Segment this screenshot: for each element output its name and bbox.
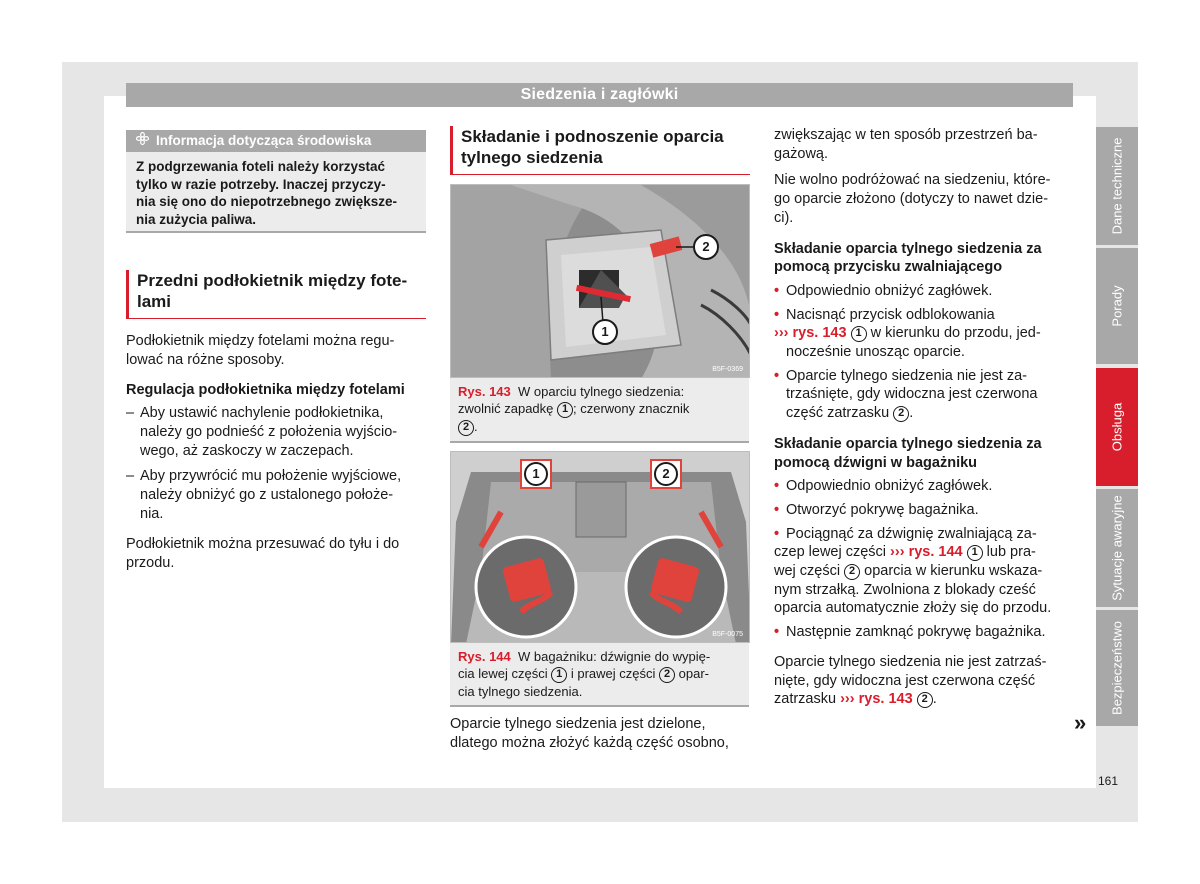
page-frame-left	[62, 62, 104, 822]
text-line: nia zużycia paliwa.	[136, 211, 257, 227]
ref-circle: 2	[659, 667, 675, 683]
ref-circle: 2	[458, 420, 474, 436]
figure-143-image	[450, 184, 750, 378]
list-item: • Otworzyć pokrywę bagażnika.	[774, 501, 979, 518]
marker-1-label: 1	[601, 324, 609, 339]
armrest-title: Przedni podłokietnik między fote- lami	[126, 270, 426, 319]
list-item: • Oparcie tylnego siedzenia nie jest za- trzaśnięte, gdy widoczna jest czerwona część zatrzasku 2 .	[774, 367, 1038, 422]
tab-bezpieczenstwo[interactable]: Bezpieczeństwo	[1096, 610, 1138, 726]
page-number: 161	[1098, 774, 1119, 788]
figure-code: B5F-0369	[712, 366, 743, 373]
ref-circle: 2	[893, 406, 909, 422]
folding-title: Składanie i podnoszenie oparcia tylnego siedzenia	[450, 126, 750, 175]
ref-circle: 1	[557, 402, 573, 418]
armrest-subheading: Regulacja podłokietnika między fotelami	[126, 382, 405, 399]
page-frame-bottom	[62, 788, 1138, 822]
list-item: • Pociągnąć za dźwignię zwalniającą za- czep lewej części ››› rys. 144 1 lub pra- wej części 2 oparcia w kierunku wskaza- nym strzałką. Zwolniona z blokady cześć oparcia automatycznie złoży się do przodu.	[774, 525, 1052, 617]
list-item: • Nacisnąć przycisk odblokowania ››› rys. 143 1 w kierunku do przodu, jed- nocześnie unosząc oparcie.	[774, 306, 1041, 361]
text-line: Z podgrzewania foteli należy korzystać	[136, 159, 386, 174]
tab-porady[interactable]: Porady	[1096, 248, 1138, 364]
armrest-intro: Podłokietnik między fotelami można regu- lować na różne sposoby.	[126, 333, 395, 368]
ref-circle: 1	[851, 326, 867, 342]
figure-link[interactable]: rys. 143	[858, 691, 913, 708]
figure-144-image	[450, 451, 750, 643]
folding-body: Oparcie tylnego siedzenia jest dzielone, dlatego można złożyć każdą część osobno,	[450, 716, 729, 751]
figure-code: B5F-0075	[712, 631, 743, 638]
environment-info-box	[126, 130, 426, 233]
ref-circle: 2	[917, 692, 933, 708]
marker-2-label: 2	[702, 239, 710, 254]
trunk-levers-illustration	[451, 452, 750, 643]
tab-dane-techniczne[interactable]: Dane techniczne	[1096, 127, 1138, 245]
seat-backrest-illustration	[451, 185, 750, 378]
tab-sytuacje-awaryjne[interactable]: Sytuacje awaryjne	[1096, 489, 1138, 607]
warning-text: Nie wolno podróżować na siedzeniu, które- go oparcie złożono (dotyczy to nawet dzie- ci).	[774, 172, 1051, 226]
marker-2-label: 2	[662, 466, 670, 481]
ref-circle: 2	[844, 564, 860, 580]
list-item: • Odpowiednio obniżyć zagłówek.	[774, 282, 993, 299]
section-header: Siedzenia i zagłówki	[126, 83, 1073, 107]
figure-143-caption: Rys. 143 W oparciu tylnego siedzenia: zwolnić zapadkę 1 ; czerwony znacznik 2 .	[450, 378, 749, 443]
environment-info-header	[126, 130, 426, 152]
folding-title-wrap	[450, 126, 750, 175]
environment-info-title: Informacja dotycząca środowiska	[156, 133, 372, 148]
list-item: • Następnie zamknąć pokrywę bagażnika.	[774, 624, 1046, 641]
figure-link[interactable]: rys. 143	[792, 325, 847, 342]
continued-text: zwiększając w ten sposób przestrzeń ba- gażową.	[774, 127, 1038, 162]
ref-circle: 1	[967, 545, 983, 561]
continue-icon: »	[1074, 710, 1087, 735]
flower-icon	[136, 130, 150, 152]
armrest-section	[126, 270, 426, 573]
text-line: nia się ono do niepotrzebnego zwiększe-	[136, 194, 398, 209]
armrest-outro: Podłokietnik można przesuwać do tyłu i do przodu.	[126, 536, 400, 572]
figure-144-caption: Rys. 144 W bagażniku: dźwignie do wypię- cia lewej części 1 i prawej części 2 opar- cia tylnego siedzenia.	[450, 643, 749, 707]
text-line: tylko w razie potrzeby. Inaczej przyczy-	[136, 176, 386, 192]
figure-link[interactable]: rys. 144	[908, 544, 963, 561]
list-item: – Aby przywrócić mu położenie wyjściowe, należy obniżyć go z ustalonego położe- nia.	[126, 468, 402, 522]
environment-info-text	[126, 152, 426, 228]
subheading-release-button: Składanie oparcia tylnego siedzenia za pomocą przycisku zwalniającego	[774, 240, 1042, 276]
subheading-trunk-lever: Składanie oparcia tylnego siedzenia za pomocą dźwigni w bagażniku	[774, 435, 1042, 471]
right-column	[774, 126, 1074, 709]
tab-obsluga[interactable]: Obsługa	[1096, 368, 1138, 486]
marker-1-label: 1	[532, 466, 540, 481]
list-item: – Aby ustawić nachylenie podłokietnika, należy go podnieść z położenia wyjścio- wego, aż zaskoczy w zaczepach.	[126, 405, 398, 459]
ref-circle: 1	[551, 667, 567, 683]
final-note: Oparcie tylnego siedzenia nie jest zatrzaś- nięte, gdy widoczna jest czerwona część zatrzasku ››› rys. 143 2 .	[774, 653, 1047, 708]
list-item: • Odpowiednio obniżyć zagłówek.	[774, 478, 993, 495]
